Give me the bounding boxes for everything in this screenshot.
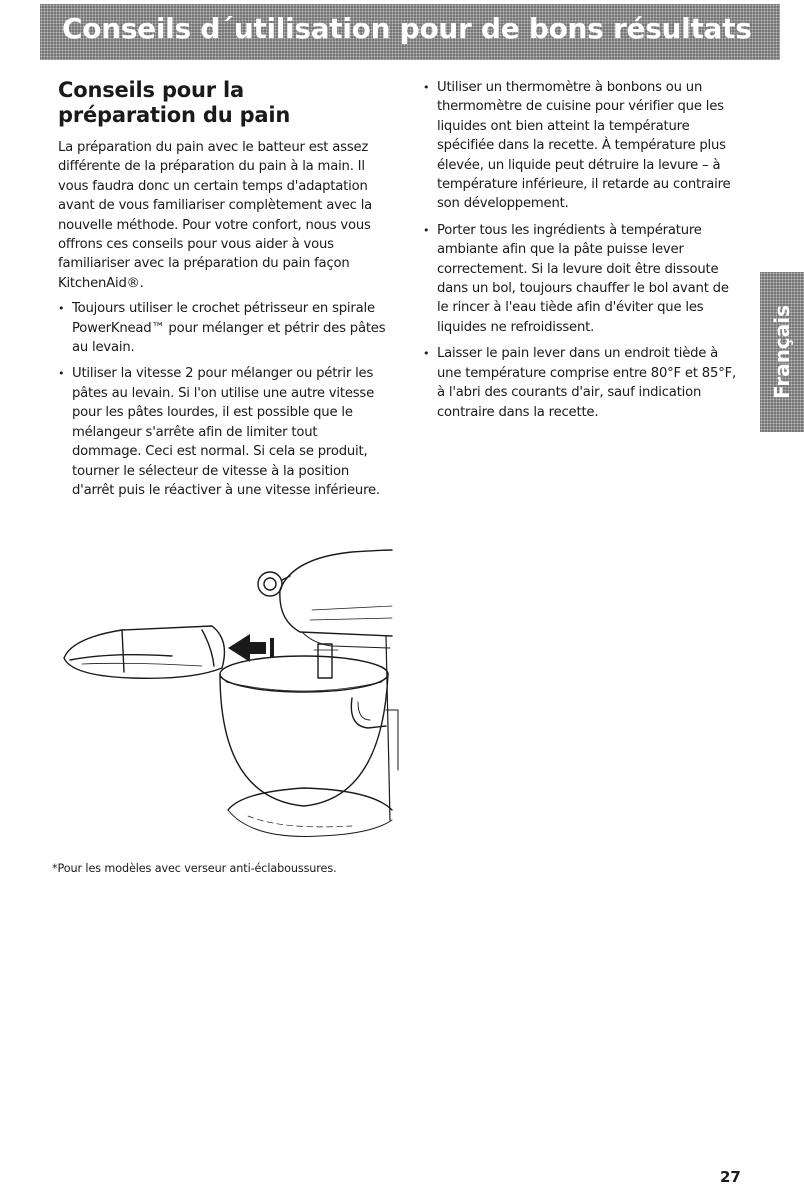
language-side-tab [760,272,804,432]
left-column [58,78,388,507]
bullet-item: • Toujours utiliser le crochet pétrisseur en spirale PowerKnead™ pour mélanger et pétrir des pâtes au levain. [58,299,388,357]
stand-mixer-pouring-shield-icon [52,540,402,840]
language-label: Français [770,304,794,400]
right-bullet-list [423,78,743,422]
right-column [423,78,743,429]
bullet-item: • Laisser le pain lever dans un endroit tiède à une température comprise entre 80°F et 85°F, à l'abri des courants d'air, sauf indication contraire dans la recette. [423,344,743,422]
stand-mixer-illustration [52,540,402,840]
bullet-item: • Utiliser la vitesse 2 pour mélanger ou pétrir les pâtes au levain. Si l'on utilise une autre vitesse pour les pâtes lourdes, il est possible que le mélangeur s'arrête afin de limiter tout dommage. Ceci est normal. Si cela se produit, tourner le sélecteur de vitesse à la position d'arrêt puis le réactiver à une vitesse inférieure. [58,364,388,500]
page-banner [40,4,780,60]
page-number: 27 [720,1168,741,1186]
section-heading: Conseils pour la préparation du pain [58,78,291,127]
bullet-item: • Porter tous les ingrédients à température ambiante afin que la pâte puisse lever correctement. Si la levure doit être dissoute dans un bol, toujours chauffer le bol avant de le rincer à l'eau tiède afin d'éviter que les liquides ne refroidissent. [423,221,743,337]
footnote: *Pour les modèles avec verseur anti-éclaboussures. [52,862,337,875]
intro-paragraph: La préparation du pain avec le batteur est assez différente de la préparation du pain à la main. Il vous faudra donc un certain temps d'adaptation avant de vous familiariser complètement avec la nouvelle méthode. Pour votre confort, nous vous offrons ces conseils pour vous aider à vous familiariser avec la préparation du pain façon KitchenAid®. [58,140,373,291]
bullet-item: • Utiliser un thermomètre à bonbons ou un thermomètre de cuisine pour vérifier que les liquides ont bien atteint la température spécifiée dans la recette. À température plus élevée, un liquide peut détruire la levure – à température inférieure, il retarde au contraire son développement. [423,78,743,214]
left-bullet-list [58,299,388,500]
banner-title: Conseils d´utilisation pour de bons résultats [62,12,752,45]
